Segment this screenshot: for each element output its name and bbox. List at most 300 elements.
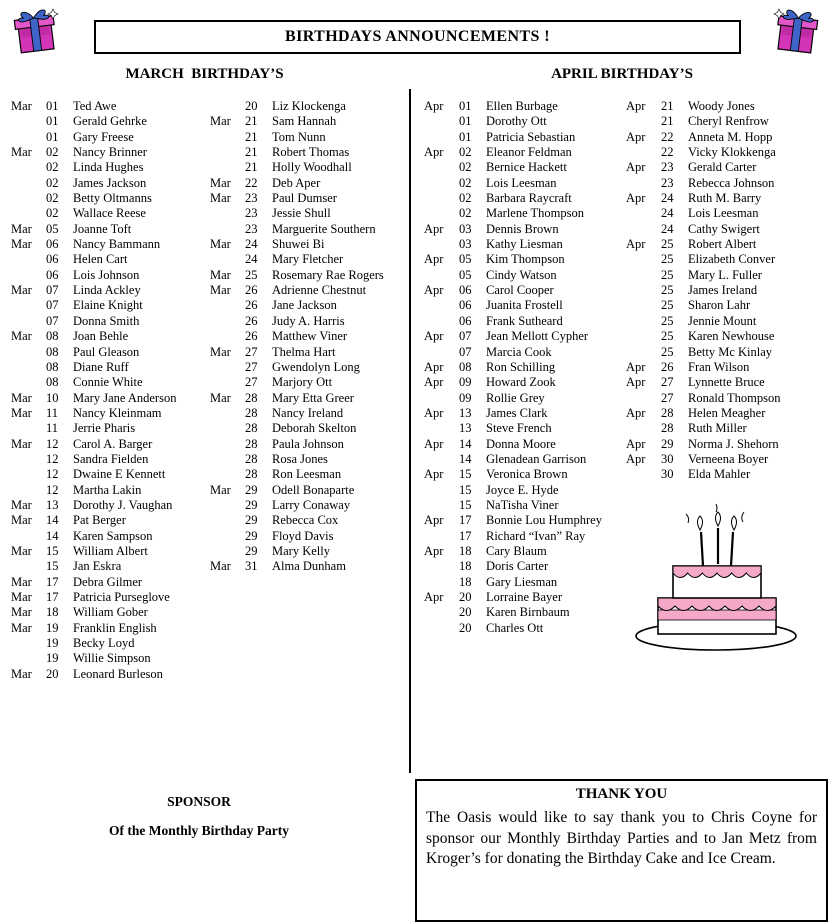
name-label: Rosa Jones [272, 451, 328, 466]
month-label [11, 314, 46, 329]
march-heading: MARCH BIRTHDAY’S [125, 66, 284, 82]
day-label: 17 [46, 574, 59, 589]
birthday-row [210, 406, 384, 421]
name-label: Lois Leesman [688, 206, 759, 221]
month-label [424, 483, 459, 498]
birthday-row [210, 176, 384, 191]
name-label: Kim Thompson [486, 252, 565, 267]
day-label: 09 [459, 390, 472, 405]
birthday-row [210, 345, 384, 360]
month-label [424, 391, 459, 406]
day-label: 22 [661, 145, 674, 160]
name-label: Cheryl Renfrow [688, 114, 769, 129]
month-label [210, 130, 245, 145]
day-label: 26 [245, 313, 258, 328]
month-label [11, 130, 46, 145]
month-label [11, 559, 46, 574]
birthday-row [11, 99, 176, 114]
day-label: 26 [245, 298, 258, 313]
month-label: Apr [626, 129, 646, 144]
day-label: 01 [46, 129, 59, 144]
birthday-row [626, 283, 780, 298]
birthday-row [11, 160, 176, 175]
name-label: Mary Fletcher [272, 252, 344, 267]
name-label: Cathy Swigert [688, 221, 760, 236]
column-divider [409, 89, 411, 773]
day-label: 05 [46, 221, 59, 236]
day-label: 29 [245, 497, 258, 512]
month-label [210, 99, 245, 114]
name-label: Karen Birnbaum [486, 605, 570, 620]
birthday-row [11, 544, 176, 559]
name-label: Larry Conaway [272, 497, 351, 512]
month-label: Apr [424, 359, 444, 374]
month-label: Mar [210, 344, 231, 359]
birthday-row [424, 237, 602, 252]
day-label: 08 [46, 375, 59, 390]
month-label [424, 452, 459, 467]
day-label: 08 [459, 359, 472, 374]
name-label: Pat Berger [73, 513, 126, 528]
birthday-row [424, 252, 602, 267]
birthday-row [626, 360, 780, 375]
birthday-row [11, 667, 176, 682]
name-label: Dorothy Ott [486, 114, 547, 129]
month-label [11, 467, 46, 482]
day-label: 07 [46, 283, 59, 298]
name-label: Donna Moore [486, 436, 556, 451]
day-label: 01 [459, 114, 472, 129]
name-label: Barbara Raycraft [486, 191, 572, 206]
birthday-row [11, 329, 176, 344]
month-label: Mar [210, 237, 231, 252]
name-label: Floyd Davis [272, 528, 334, 543]
birthday-row [424, 529, 602, 544]
birthday-row [11, 130, 176, 145]
name-label: Norma J. Shehorn [688, 436, 779, 451]
birthday-row [424, 314, 602, 329]
birthday-row [11, 605, 176, 620]
name-label: Betty Oltmanns [73, 191, 152, 206]
month-label [626, 314, 661, 329]
name-label: Elda Mahler [688, 467, 751, 482]
month-label [11, 421, 46, 436]
birthday-row [210, 421, 384, 436]
birthday-row [11, 391, 176, 406]
day-label: 23 [661, 175, 674, 190]
month-label [11, 176, 46, 191]
name-label: Rollie Grey [486, 390, 545, 405]
thank-you-title: THANK YOU [575, 786, 668, 802]
month-label [11, 360, 46, 375]
day-label: 25 [661, 267, 674, 282]
name-label: Patricia Purseglove [73, 590, 170, 604]
birthday-row [424, 391, 602, 406]
birthday-row [424, 375, 602, 390]
month-label: Apr [424, 436, 444, 451]
month-label [424, 176, 459, 191]
month-label [424, 575, 459, 590]
day-label: 06 [459, 313, 472, 328]
month-label [626, 176, 661, 191]
day-label: 01 [46, 99, 59, 113]
name-label: Bernice Hackett [486, 160, 567, 175]
birthday-row [11, 437, 176, 452]
name-label: Dennis Brown [486, 221, 559, 236]
month-label: Mar [210, 482, 231, 497]
name-label: Marjory Ott [272, 375, 333, 390]
month-label: Mar [11, 620, 32, 635]
month-label [626, 421, 661, 436]
name-label: Carol Cooper [486, 283, 554, 298]
day-label: 08 [46, 359, 59, 374]
name-label: Jerrie Pharis [73, 421, 136, 436]
month-label [424, 498, 459, 513]
day-label: 01 [46, 114, 59, 129]
day-label: 02 [459, 206, 472, 221]
birthday-row [424, 160, 602, 175]
birthday-row [210, 283, 384, 298]
birthday-row [424, 467, 602, 482]
birthday-row [424, 559, 602, 574]
name-label: Nancy Brinner [73, 145, 147, 160]
birthday-row [210, 206, 384, 221]
month-label [210, 360, 245, 375]
birthday-row [11, 222, 176, 237]
month-label [626, 298, 661, 313]
name-label: Diane Ruff [73, 359, 129, 374]
birthday-row [210, 130, 384, 145]
birthday-row [210, 360, 384, 375]
name-label: Verneena Boyer [688, 451, 769, 466]
name-label: Ted Awe [73, 99, 117, 113]
birthday-row [11, 206, 176, 221]
day-label: 15 [459, 497, 472, 512]
birthday-row [210, 114, 384, 129]
birthday-row [626, 421, 780, 436]
name-label: Howard Zook [486, 375, 556, 390]
day-label: 17 [46, 590, 59, 604]
birthday-row [210, 160, 384, 175]
birthday-row [210, 391, 384, 406]
day-label: 21 [661, 99, 674, 113]
birthday-row [11, 345, 176, 360]
month-label [424, 605, 459, 620]
name-label: Doris Carter [486, 559, 549, 574]
day-label: 25 [661, 298, 674, 313]
birthday-row [210, 99, 384, 114]
name-label: Rebecca Cox [272, 513, 339, 528]
month-label [11, 298, 46, 313]
birthday-row [11, 590, 176, 605]
birthday-row [424, 298, 602, 313]
day-label: 27 [245, 344, 258, 359]
day-label: 05 [459, 267, 472, 282]
thank-you-box [415, 779, 828, 922]
day-label: 09 [459, 375, 472, 390]
month-label: Mar [11, 390, 32, 405]
day-label: 22 [245, 175, 258, 190]
name-label: Rebecca Johnson [688, 175, 775, 190]
day-label: 10 [46, 390, 59, 405]
day-label: 20 [459, 620, 472, 635]
month-label [626, 467, 661, 482]
month-label [11, 636, 46, 651]
day-label: 25 [661, 344, 674, 359]
name-label: Deb Aper [272, 175, 321, 190]
march-list-col2 [210, 99, 384, 575]
month-label: Mar [11, 99, 32, 113]
month-label: Apr [424, 543, 444, 558]
name-label: Lois Johnson [73, 267, 140, 282]
sponsor-section [0, 794, 398, 839]
day-label: 24 [245, 237, 258, 252]
march-list-col1 [11, 99, 176, 682]
month-label [424, 421, 459, 436]
day-label: 23 [245, 221, 258, 236]
birthday-row [11, 145, 176, 160]
birthday-row [11, 237, 176, 252]
day-label: 28 [245, 421, 258, 436]
birthday-row [11, 452, 176, 467]
month-label: Mar [11, 145, 32, 160]
name-label: Marlene Thompson [486, 206, 585, 221]
birthday-row [210, 268, 384, 283]
april-heading: APRIL BIRTHDAY’S [551, 66, 693, 82]
month-label: Apr [626, 99, 646, 113]
month-label [424, 621, 459, 636]
gift-icon-right [773, 5, 820, 55]
month-label [210, 329, 245, 344]
name-label: Nancy Ireland [272, 405, 344, 420]
name-label: James Ireland [688, 283, 758, 298]
month-label [210, 498, 245, 513]
day-label: 26 [245, 283, 258, 298]
name-label: Gerald Carter [688, 160, 757, 175]
name-label: Jane Jackson [272, 298, 337, 313]
month-label: Mar [11, 221, 32, 236]
month-label: Apr [626, 191, 646, 206]
month-label [210, 421, 245, 436]
month-label [210, 160, 245, 175]
month-label [11, 651, 46, 666]
birthday-row [11, 314, 176, 329]
birthday-row [210, 467, 384, 482]
birthday-row [424, 605, 602, 620]
birthday-row [11, 375, 176, 390]
month-label: Mar [210, 283, 231, 298]
day-label: 12 [46, 451, 59, 466]
month-label [626, 391, 661, 406]
day-label: 25 [661, 329, 674, 344]
birthday-row [424, 437, 602, 452]
birthday-row [210, 498, 384, 513]
name-label: Ron Leesman [272, 467, 342, 482]
name-label: Joyce E. Hyde [486, 482, 559, 497]
name-label: Vicky Klokkenga [688, 145, 776, 160]
day-label: 15 [459, 467, 472, 482]
name-label: Jessie Shull [272, 206, 331, 221]
month-label [210, 437, 245, 452]
day-label: 02 [46, 175, 59, 190]
month-label [210, 375, 245, 390]
month-label [424, 237, 459, 252]
name-label: Dwaine E Kennett [73, 467, 166, 482]
birthday-row [626, 298, 780, 313]
day-label: 02 [459, 160, 472, 175]
name-label: Kathy Liesman [486, 237, 563, 252]
birthday-row [424, 513, 602, 528]
name-label: Matthew Viner [272, 329, 348, 344]
day-label: 26 [245, 329, 258, 344]
birthday-row [626, 314, 780, 329]
month-label: Mar [11, 436, 32, 451]
birthday-row [424, 206, 602, 221]
month-label [11, 452, 46, 467]
day-label: 07 [46, 313, 59, 328]
birthday-row [11, 621, 176, 636]
name-label: NaTisha Viner [486, 497, 559, 512]
birthday-row [626, 114, 780, 129]
month-label [210, 467, 245, 482]
april-list-col1 [424, 99, 602, 636]
name-label: James Jackson [73, 175, 147, 190]
gift-icon-left [12, 5, 59, 55]
birthday-row [626, 176, 780, 191]
birthday-row [626, 145, 780, 160]
day-label: 14 [46, 513, 59, 528]
birthday-row [210, 437, 384, 452]
name-label: Debra Gilmer [73, 574, 143, 589]
day-label: 19 [46, 651, 59, 666]
name-label: Joanne Toft [73, 221, 132, 236]
name-label: Willie Simpson [73, 651, 151, 666]
name-label: Marguerite Southern [272, 221, 376, 236]
day-label: 27 [245, 375, 258, 390]
day-label: 25 [661, 283, 674, 298]
day-label: 22 [661, 129, 674, 144]
name-label: Odell Bonaparte [272, 482, 355, 497]
birthday-row [210, 237, 384, 252]
name-label: Linda Hughes [73, 160, 144, 175]
name-label: Lynnette Bruce [688, 375, 765, 390]
month-label [424, 130, 459, 145]
name-label: Anneta M. Hopp [688, 129, 773, 144]
month-label: Mar [11, 543, 32, 558]
month-label: Apr [424, 221, 444, 236]
birthday-row [11, 252, 176, 267]
name-label: Sandra Fielden [73, 451, 149, 466]
name-label: Liz Klockenga [272, 99, 346, 113]
birthday-row [11, 283, 176, 298]
name-label: Franklin English [73, 620, 157, 635]
birthday-row [11, 298, 176, 313]
month-label [11, 206, 46, 221]
month-label [210, 252, 245, 267]
day-label: 02 [46, 145, 59, 160]
birthday-row [11, 651, 176, 666]
day-label: 07 [459, 344, 472, 359]
day-label: 11 [46, 421, 59, 436]
month-label [626, 283, 661, 298]
day-label: 30 [661, 467, 674, 482]
day-label: 28 [661, 421, 674, 436]
birthday-cake-image [626, 496, 811, 664]
name-label: Gary Liesman [486, 574, 558, 589]
day-label: 23 [245, 191, 258, 206]
month-label: Mar [210, 114, 231, 129]
month-label [626, 114, 661, 129]
day-label: 21 [245, 145, 258, 160]
month-label: Apr [424, 145, 444, 160]
day-label: 24 [245, 252, 258, 267]
name-label: William Gober [73, 605, 148, 620]
month-label [210, 206, 245, 221]
name-label: Robert Albert [688, 237, 757, 252]
name-label: Charles Ott [486, 620, 544, 635]
month-label [424, 298, 459, 313]
birthday-row [626, 130, 780, 145]
birthday-row [424, 176, 602, 191]
month-label [11, 345, 46, 360]
birthday-row [424, 544, 602, 559]
day-label: 17 [459, 513, 472, 528]
name-label: Mary Etta Greer [272, 390, 354, 405]
day-label: 01 [459, 129, 472, 144]
day-label: 31 [245, 559, 258, 574]
name-label: Connie White [73, 375, 143, 390]
day-label: 11 [46, 405, 59, 420]
birthday-row [424, 345, 602, 360]
month-label [626, 345, 661, 360]
month-label [424, 191, 459, 206]
day-label: 02 [459, 191, 472, 206]
name-label: Helen Meagher [688, 405, 766, 420]
day-label: 29 [245, 513, 258, 528]
sponsor-subtitle: Of the Monthly Birthday Party [109, 823, 289, 838]
name-label: Becky Loyd [73, 636, 135, 651]
day-label: 02 [46, 206, 59, 221]
month-label [11, 160, 46, 175]
name-label: Frank Sutheard [486, 313, 563, 328]
birthday-row [424, 130, 602, 145]
month-label [210, 298, 245, 313]
day-label: 02 [459, 145, 472, 160]
birthday-row [11, 559, 176, 574]
day-label: 24 [661, 206, 674, 221]
birthday-row [210, 513, 384, 528]
name-label: Eleanor Feldman [486, 145, 572, 160]
birthday-row [424, 145, 602, 160]
day-label: 07 [459, 329, 472, 344]
day-label: 07 [46, 298, 59, 313]
birthday-row [210, 314, 384, 329]
birthday-row [210, 145, 384, 160]
day-label: 21 [245, 129, 258, 144]
birthday-row [626, 252, 780, 267]
name-label: Adrienne Chestnut [272, 283, 367, 298]
day-label: 29 [245, 482, 258, 497]
birthday-row [11, 636, 176, 651]
month-label: Apr [424, 375, 444, 390]
day-label: 20 [459, 605, 472, 620]
name-label: Leonard Burleson [73, 666, 163, 681]
day-label: 30 [661, 451, 674, 466]
name-label: Jean Mellott Cypher [486, 329, 589, 344]
birthday-row [11, 513, 176, 528]
month-label [424, 114, 459, 129]
month-label: Mar [210, 390, 231, 405]
